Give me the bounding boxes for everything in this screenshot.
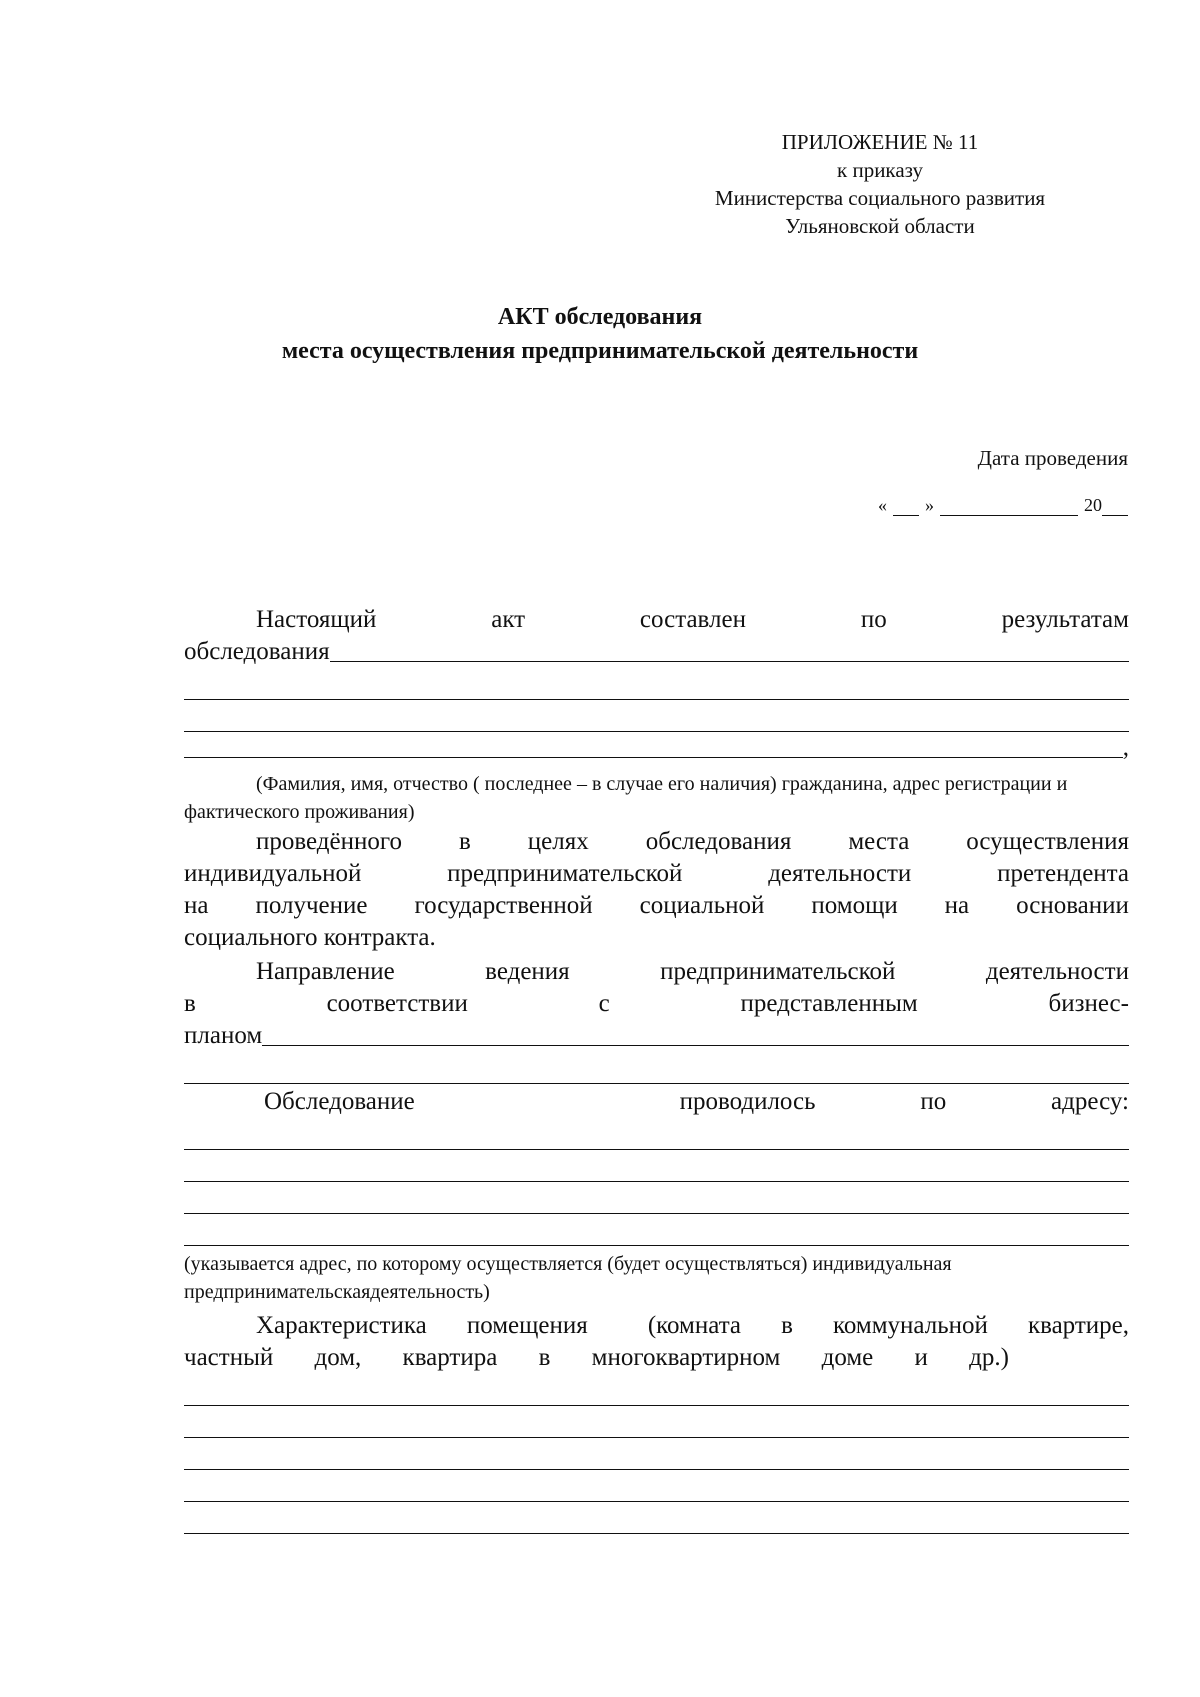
title-line-2: места осуществления предпринимательской деятельности (281, 338, 919, 364)
appendix-region: Ульяновской области (785, 214, 975, 238)
address-line (184, 1086, 1129, 1118)
word: помещения (466, 1312, 588, 1339)
word: (комната (647, 1312, 742, 1339)
word: проводилось (679, 1088, 816, 1115)
premises-line-2 (184, 1342, 1129, 1374)
word: Настоящий (256, 606, 377, 633)
purpose-line-2 (184, 858, 1129, 890)
survey-field-label: обследования (184, 638, 330, 665)
date-label: Дата проведения (977, 446, 1128, 470)
blank-line[interactable] (184, 700, 1129, 732)
address-blank-line[interactable] (184, 1118, 1129, 1150)
address-blank-line[interactable] (184, 1214, 1129, 1246)
business-plan-field[interactable] (184, 1020, 1129, 1052)
date-open-quote: « (878, 495, 887, 515)
word: составлен (639, 606, 746, 633)
word: результатам (1001, 606, 1129, 633)
appendix-order-ref: к приказу (837, 158, 923, 182)
word: квартира (402, 1344, 498, 1371)
word: предпринимательской (447, 860, 683, 887)
date-close-quote: » (925, 495, 934, 515)
purpose-line-1 (184, 826, 1129, 858)
word: по (920, 1088, 947, 1115)
survey-field-blank[interactable] (330, 661, 1129, 662)
word: деятельности (985, 958, 1129, 985)
word: обследования (645, 828, 792, 855)
word: на (944, 892, 970, 919)
word: бизнес- (1048, 990, 1129, 1017)
word: проведённого (256, 828, 403, 855)
word: на (184, 892, 209, 919)
word: предпринимательской (660, 958, 896, 985)
section-address (184, 1086, 1129, 1306)
word: представленным (740, 990, 918, 1017)
comma: , (1122, 734, 1129, 761)
section-premises (184, 1310, 1129, 1534)
word: осуществления (966, 828, 1129, 855)
word: индивидуальной (184, 860, 362, 887)
blank-line[interactable] (184, 757, 1123, 758)
word: соответствии (326, 990, 468, 1017)
word: Обследование (264, 1088, 415, 1115)
word: государственной (414, 892, 593, 919)
word: в (184, 990, 196, 1017)
word: по (860, 606, 887, 633)
word: основании (1016, 892, 1129, 919)
word: места (848, 828, 910, 855)
word: Направление (256, 958, 395, 985)
word: претендента (997, 860, 1129, 887)
purpose-line-4: социального контракта. (184, 924, 436, 951)
month-blank[interactable] (940, 497, 1078, 516)
word: Характеристика (256, 1312, 427, 1339)
purpose-line-3 (184, 890, 1129, 922)
word: с (598, 990, 610, 1017)
address-blank-line[interactable] (184, 1150, 1129, 1182)
survey-field[interactable] (184, 636, 1129, 668)
premises-line-1 (184, 1310, 1129, 1342)
word: доме (821, 1344, 874, 1371)
document-title (0, 300, 1200, 368)
direction-line-1 (184, 956, 1129, 988)
title-line-1: АКТ обследования (497, 304, 703, 330)
word: и (914, 1344, 928, 1371)
intro-line (184, 604, 1129, 636)
word: акт (491, 606, 526, 633)
word: социальной (639, 892, 765, 919)
word: деятельности (768, 860, 912, 887)
blank-line[interactable] (184, 1052, 1129, 1084)
section-subject (184, 604, 1129, 954)
day-blank[interactable] (893, 497, 919, 516)
business-plan-blank[interactable] (262, 1045, 1129, 1046)
word: в (459, 828, 471, 855)
section-business-direction (184, 956, 1129, 1084)
word: адресу: (1051, 1088, 1129, 1115)
word: коммунальной (833, 1312, 988, 1339)
premises-blank-line[interactable] (184, 1438, 1129, 1470)
word: др.) (969, 1344, 1009, 1371)
year-blank[interactable] (1102, 497, 1128, 516)
blank-line-with-comma[interactable] (184, 732, 1129, 764)
appendix-header (650, 128, 1110, 240)
address-blank-line[interactable] (184, 1182, 1129, 1214)
word: ведения (485, 958, 570, 985)
subject-note (184, 770, 1129, 826)
premises-blank-line[interactable] (184, 1374, 1129, 1406)
business-plan-label: планом (184, 1022, 263, 1049)
word: целях (527, 828, 589, 855)
appendix-number: ПРИЛОЖЕНИЕ № 11 (781, 130, 979, 154)
word: помощи (811, 892, 898, 919)
word: частный (184, 1344, 274, 1371)
address-note: (указывается адрес, по которому осуществляется (будет осуществляться) индивидуальная предпринимательскаядеятельность) (184, 1253, 952, 1303)
blank-line[interactable] (184, 668, 1129, 700)
word: получение (255, 892, 368, 919)
appendix-ministry: Министерства социального развития (714, 186, 1046, 210)
word: многоквартирном (591, 1344, 781, 1371)
year-prefix: 20 (1084, 495, 1102, 515)
direction-line-2 (184, 988, 1129, 1020)
word: квартире, (1027, 1312, 1129, 1339)
word: в (538, 1344, 551, 1371)
premises-blank-line[interactable] (184, 1406, 1129, 1438)
date-field (878, 495, 1128, 516)
word: в (781, 1312, 793, 1339)
subject-note-text: (Фамилия, имя, отчество ( последнее – в случае его наличия) гражданина, адрес регистрации и фактического проживания) (184, 773, 1068, 823)
premises-blank-line[interactable] (184, 1502, 1129, 1534)
premises-blank-line[interactable] (184, 1470, 1129, 1502)
word: дом, (314, 1344, 362, 1371)
